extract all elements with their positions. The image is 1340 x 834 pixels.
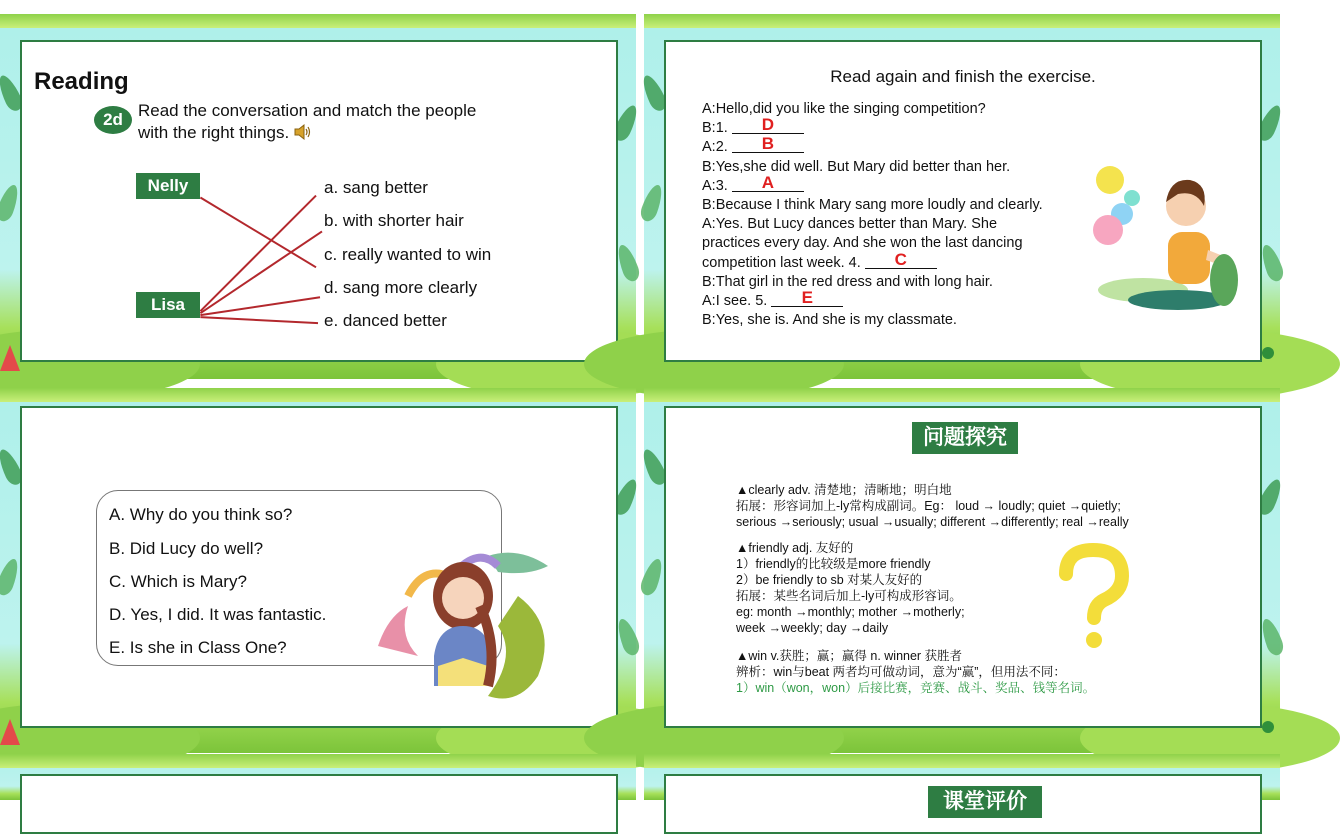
- leaf-decoration: [638, 182, 666, 223]
- instruction-line-2: with the right things.: [138, 123, 290, 142]
- tree-decoration: [1262, 721, 1274, 733]
- slide-content-panel: [664, 774, 1262, 834]
- match-line: [200, 317, 318, 323]
- conversation-line: A:I see. 5. E: [702, 292, 1082, 311]
- slide-top-strip: [0, 14, 636, 28]
- girl-reading-illustration: [368, 536, 568, 706]
- exercise-badge: 2d: [94, 106, 132, 134]
- match-item-b[interactable]: b. with shorter hair: [324, 211, 464, 230]
- conversation-line: B:1. D: [702, 119, 1082, 138]
- match-line: [200, 231, 322, 313]
- slide-thumbnail-4[interactable]: [644, 388, 1280, 753]
- slide-top-strip: [644, 14, 1280, 28]
- text-line: ▲win v.获胜；赢；赢得 n. winner 获胜者: [736, 649, 963, 663]
- conversation-line: B:Because I think Mary sang more loudly and clearly.: [702, 197, 1043, 214]
- conversation-line: A:Hello,did you like the singing competition?: [702, 101, 986, 117]
- match-item-d[interactable]: d. sang more clearly: [324, 278, 478, 297]
- section-title: 课堂评价: [928, 786, 1042, 818]
- conversation-line: B:That girl in the red dress and with long hair.: [702, 273, 993, 290]
- slide-content-panel: [20, 774, 618, 834]
- leaf-decoration: [614, 616, 642, 657]
- text-line: 2）be friendly to sb 对某人友好的: [736, 573, 923, 587]
- slide-top-strip: [0, 388, 636, 402]
- boy-with-letters-illustration: [1078, 150, 1238, 310]
- slide-thumbnail-3[interactable]: [0, 388, 636, 753]
- exercise-heading: Read again and finish the exercise.: [830, 67, 1096, 86]
- answer-text: D: [761, 115, 774, 135]
- slide-thumbnail-5[interactable]: [0, 754, 636, 800]
- instruction-line-1: Read the conversation and match the people: [138, 101, 477, 120]
- slide-thumbnail-1[interactable]: [0, 14, 636, 379]
- vocab-win: [736, 648, 1196, 696]
- slide-thumbnail-2[interactable]: [644, 14, 1280, 379]
- name-tag-nelly[interactable]: Nelly: [136, 173, 200, 199]
- vocab-clearly: [736, 482, 1196, 530]
- conversation-line: B:Yes, she is. And she is my classmate.: [702, 312, 957, 329]
- conversation-line: competition last week. 4. C: [702, 254, 1082, 273]
- text-line: 拓展：形容词加上-ly常构成副词。Eg： loud → loudly; quiet →quietly;: [736, 499, 1121, 513]
- answer-blank[interactable]: [771, 288, 843, 308]
- text-line: week →weekly; day →daily: [736, 621, 889, 635]
- conversation-line: practices every day. And she won the last dancing: [702, 235, 1023, 252]
- match-line: [200, 198, 316, 268]
- text-line: serious →seriously; usual →usually; different →differently; real →really: [736, 515, 1129, 529]
- option-a[interactable]: A. Why do you think so?: [109, 505, 293, 524]
- matching-lines: [22, 42, 620, 363]
- match-item-a[interactable]: a. sang better: [324, 178, 428, 197]
- leaf-decoration: [0, 556, 22, 597]
- match-line: [200, 196, 316, 312]
- name-tag-lisa[interactable]: Lisa: [136, 292, 200, 318]
- conversation-line: A:3. A: [702, 177, 1082, 196]
- leaf-decoration: [0, 182, 22, 223]
- conversation-line: A:2. B: [702, 138, 1082, 157]
- conversation-line: B:Yes,she did well. But Mary did better than her.: [702, 158, 1011, 175]
- option-e[interactable]: E. Is she in Class One?: [109, 638, 287, 657]
- leaf-decoration: [1258, 242, 1286, 283]
- slide-title: Reading: [34, 68, 129, 95]
- question-mark-icon: [1050, 544, 1136, 654]
- answer-text: C: [894, 249, 907, 269]
- option-d[interactable]: D. Yes, I did. It was fantastic.: [109, 605, 327, 624]
- slide-top-strip: [644, 754, 1280, 768]
- red-tent-decoration: [0, 719, 20, 745]
- leaf-decoration: [638, 556, 666, 597]
- red-tent-decoration: [0, 345, 20, 371]
- tree-decoration: [1262, 347, 1274, 359]
- leaf-decoration: [1258, 616, 1286, 657]
- answer-text: E: [801, 288, 813, 308]
- conversation-line: A:Yes. But Lucy dances better than Mary. She: [702, 216, 998, 233]
- answer-text: B: [761, 134, 774, 154]
- slide-top-strip: [644, 388, 1280, 402]
- section-title: 问题探究: [912, 422, 1018, 454]
- text-line: 辨析：win与beat 两者均可做动词，意为“赢”，但用法不同：: [736, 665, 1066, 679]
- conversation-text: [702, 100, 1082, 330]
- text-line-highlight: 1）win（won，won）后接比赛，竞赛、战斗、奖品、钱等名词。: [736, 681, 1096, 695]
- slide-thumbnail-6[interactable]: [644, 754, 1280, 813]
- text-line: 拓展：某些名词后加上-ly可构成形容词。: [736, 589, 962, 603]
- option-b[interactable]: B. Did Lucy do well?: [109, 539, 264, 558]
- slide-top-strip: [0, 754, 636, 768]
- answer-text: A: [761, 172, 774, 192]
- slide-content-panel: [664, 406, 1262, 728]
- slide-content-panel: [20, 406, 618, 728]
- text-line: eg: month →monthly; mother →motherly;: [736, 605, 965, 619]
- match-item-e[interactable]: e. danced better: [324, 311, 447, 330]
- slide-content-panel: [664, 40, 1262, 362]
- answer-blank[interactable]: [865, 249, 937, 269]
- text-line: 1）friendly的比较级是more friendly: [736, 557, 931, 571]
- text-line: ▲friendly adj. 友好的: [736, 541, 854, 555]
- slide-content-panel: [20, 40, 618, 362]
- option-c[interactable]: C. Which is Mary?: [109, 572, 247, 591]
- match-item-c[interactable]: c. really wanted to win: [324, 245, 492, 264]
- text-line: ▲clearly adv. 清楚地；清晰地；明白地: [736, 483, 952, 497]
